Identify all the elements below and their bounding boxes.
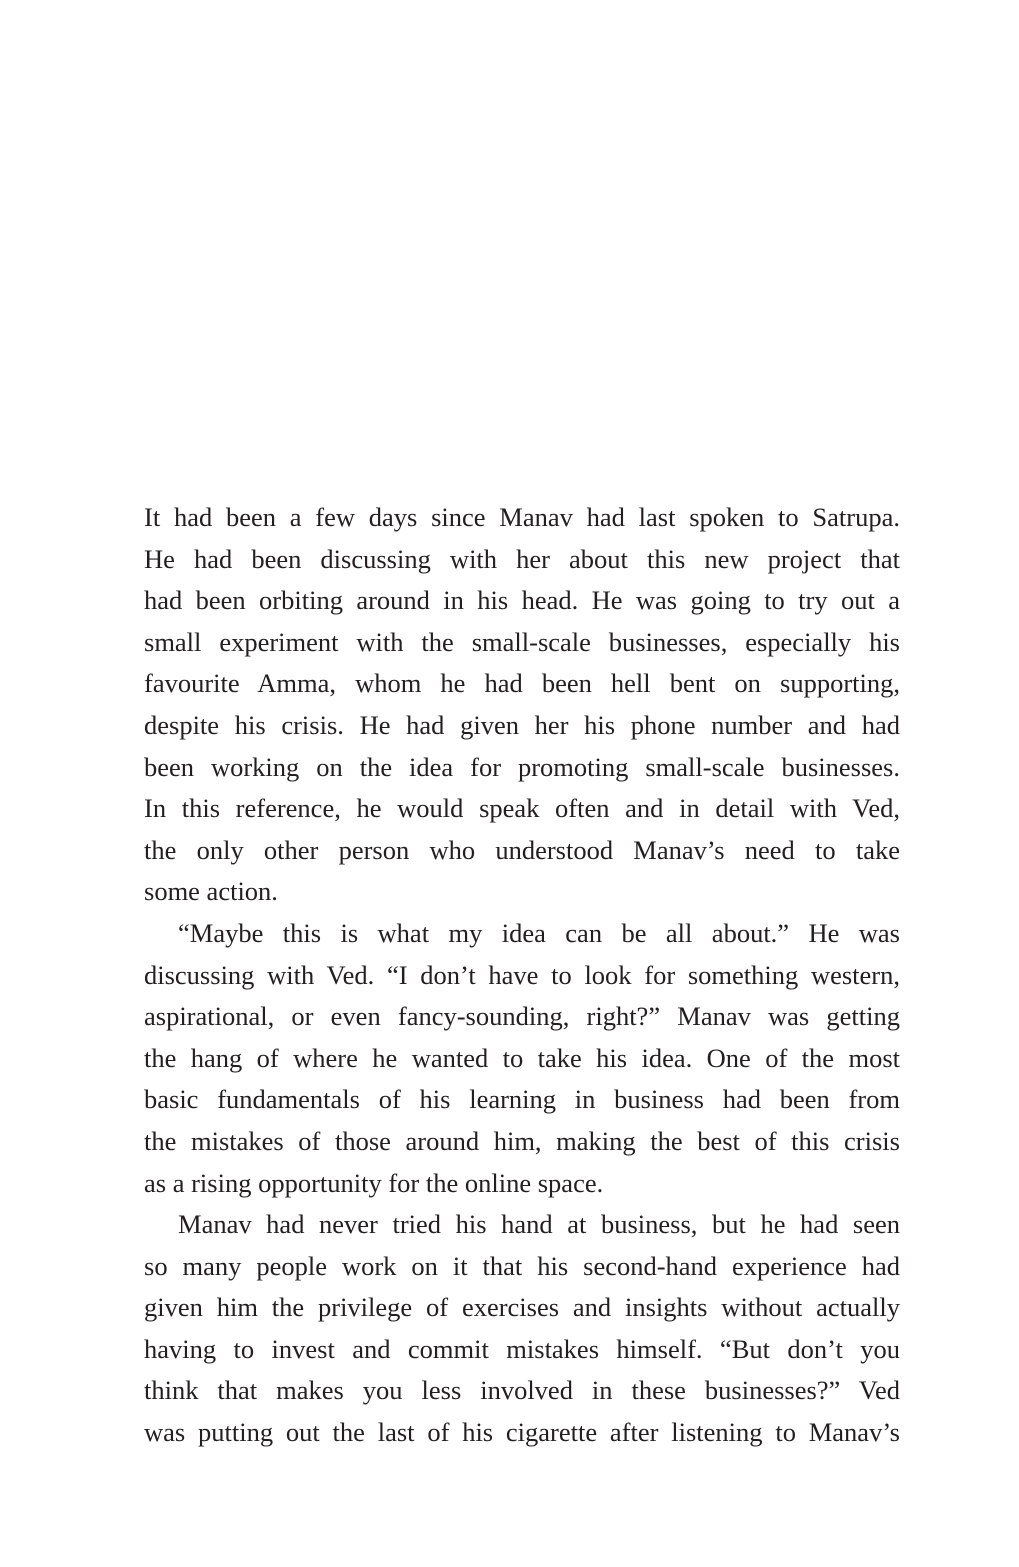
- text-line: as a rising opportunity for the online space.: [144, 1167, 604, 1198]
- text-line: Manav had never tried his hand at business, but he had seen: [178, 1209, 900, 1240]
- text-line: basic fundamentals of his learning in business had been from: [144, 1084, 900, 1115]
- text-line: so many people work on it that his second-hand experience had: [144, 1250, 900, 1281]
- text-line: He had been discussing with her about this new project that: [144, 543, 900, 574]
- text-line: had been orbiting around in his head. He was going to try out a: [144, 585, 900, 616]
- paragraph-1: [144, 497, 900, 913]
- text-line: some action.: [144, 876, 278, 907]
- text-line: the hang of where he wanted to take his idea. One of the most: [144, 1042, 900, 1073]
- text-line: In this reference, he would speak often and in detail with Ved,: [144, 793, 900, 824]
- text-line: small experiment with the small-scale businesses, especially his: [144, 626, 900, 657]
- text-line: the only other person who understood Manav’s need to take: [144, 834, 900, 865]
- text-line: given him the privilege of exercises and insights without actually: [144, 1292, 900, 1323]
- text-line: having to invest and commit mistakes himself. “But don’t you: [144, 1333, 900, 1364]
- text-line: been working on the idea for promoting small-scale businesses.: [144, 751, 900, 782]
- text-line: aspirational, or even fancy-sounding, right?” Manav was getting: [144, 1001, 900, 1032]
- text-line: despite his crisis. He had given her his phone number and had: [144, 709, 900, 740]
- paragraph-3: [144, 1204, 900, 1454]
- body-text: [144, 497, 900, 1454]
- paragraph-2: [144, 913, 900, 1204]
- text-line: It had been a few days since Manav had last spoken to Satrupa.: [144, 502, 900, 532]
- text-line: favourite Amma, whom he had been hell bent on supporting,: [144, 668, 900, 699]
- text-line: discussing with Ved. “I don’t have to look for something western,: [144, 959, 900, 990]
- text-line: think that makes you less involved in these businesses?” Ved: [144, 1375, 900, 1406]
- text-line: “Maybe this is what my idea can be all about.” He was: [178, 917, 900, 948]
- text-line: the mistakes of those around him, making the best of this crisis: [144, 1125, 900, 1156]
- text-line: was putting out the last of his cigarette after listening to Manav’s: [144, 1417, 900, 1448]
